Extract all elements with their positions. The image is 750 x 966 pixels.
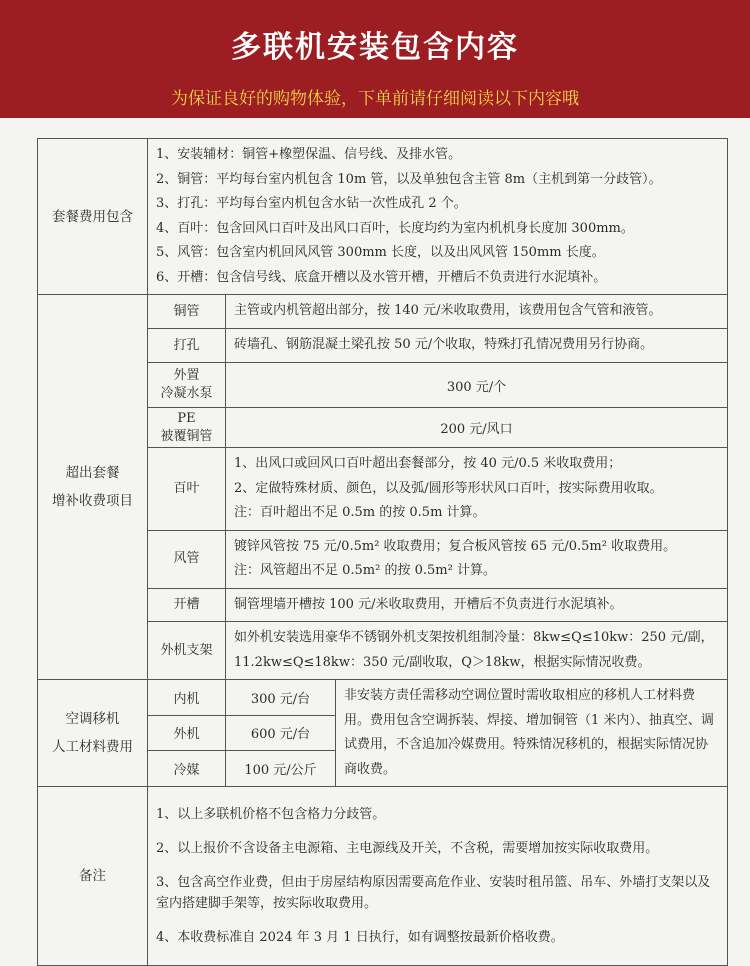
package-label: 套餐费用包含 <box>38 139 148 295</box>
page-title: 多联机安装包含内容 <box>231 30 519 65</box>
item-name: 外机 <box>148 715 226 751</box>
extra-label: 超出套餐 增补收费项目 <box>38 295 148 680</box>
list-item: 1、安装辅材：铜管+橡塑保温、信号线、及排水管。 <box>156 147 462 162</box>
page-subtitle: 为保证良好的购物体验，下单前请仔细阅读以下内容哦 <box>171 89 579 109</box>
item-name: 内机 <box>148 680 226 716</box>
item-name: PE 被覆铜管 <box>148 408 226 448</box>
item-name: 冷媒 <box>148 751 226 787</box>
list-item: 3、打孔：平均每台室内机包含水钻一次性成孔 2 个。 <box>156 196 467 211</box>
item-name: 风管 <box>148 530 226 588</box>
list-item: 2、铜管：平均每台室内机包含 10m 管，以及单独包含主管 8m（主机到第一分歧管）。 <box>156 171 662 187</box>
item-name: 外机支架 <box>148 622 226 680</box>
header-banner <box>0 0 750 118</box>
notes-items <box>148 787 728 966</box>
item-price: 100 元/公斤 <box>226 751 336 787</box>
item-desc: 200 元/风口 <box>226 408 728 448</box>
package-items <box>148 139 728 295</box>
item-name: 百叶 <box>148 448 226 531</box>
list-item: 5、风管：包含室内机回风风管 300mm 长度，以及出风风管 150mm 长度。 <box>156 245 605 260</box>
item-desc: 砖墙孔、钢筋混凝土梁孔按 50 元/个收取，特殊打孔情况费用另行协商。 <box>226 329 728 363</box>
item-name: 开槽 <box>148 588 226 622</box>
item-name: 铜管 <box>148 295 226 329</box>
item-desc: 镀锌风管按 75 元/0.5m² 收取费用；复合板风管按 65 元/0.5m² 收取费用。 注：风管超出不足 0.5m² 的按 0.5m² 计算。 <box>226 530 728 588</box>
item-desc: 铜管埋墙开槽按 100 元/米收取费用，开槽后不负责进行水泥填补。 <box>226 588 728 622</box>
list-item: 1、以上多联机价格不包含格力分歧管。 <box>156 807 386 822</box>
list-item: 3、包含高空作业费，但由于房屋结构原因需要高危作业、安装时租吊篮、吊车、外墙打支架以及室内搭建脚手架等，按实际收取费用。 <box>156 875 711 911</box>
relocation-label: 空调移机 人工材料费用 <box>38 680 148 787</box>
table-row <box>38 680 728 716</box>
item-desc: 300 元/个 <box>226 363 728 408</box>
package-row <box>38 139 728 295</box>
item-desc: 如外机安装选用豪华不锈钢外机支架按机组制冷量：8kw≤Q≤10kw：250 元/副，11.2kw≤Q≤18kw：350 元/副收取，Q＞18kw，根据实际情况收费。 <box>226 622 728 680</box>
fee-table <box>37 138 728 966</box>
item-desc: 主管或内机管超出部分，按 140 元/米收取费用，该费用包含气管和液管。 <box>226 295 728 329</box>
list-item: 4、百叶：包含回风口百叶及出风口百叶，长度均约为室内机机身长度加 300mm。 <box>156 220 634 236</box>
list-item: 6、开槽：包含信号线、底盒开槽以及水管开槽，开槽后不负责进行水泥填补。 <box>156 269 607 285</box>
list-item: 2、以上报价不含设备主电源箱、主电源线及开关，不含税，需要增加按实际收取费用。 <box>156 841 659 856</box>
item-price: 600 元/台 <box>226 715 336 751</box>
list-item: 4、本收费标准自 2024 年 3 月 1 日执行，如有调整按最新价格收费。 <box>156 930 564 945</box>
relocation-desc: 非安装方责任需移动空调位置时需收取相应的移机人工材料费用。费用包含空调拆装、焊接、增加铜管（1 米内）、抽真空、调试费用，不含追加冷媒费用。特殊情况移机的，根据实际情况协商收费。 <box>336 680 728 787</box>
notes-label: 备注 <box>38 787 148 966</box>
item-name: 外置 冷凝水泵 <box>148 363 226 408</box>
item-name: 打孔 <box>148 329 226 363</box>
notes-row <box>38 787 728 966</box>
item-price: 300 元/台 <box>226 680 336 716</box>
item-desc: 1、出风口或回风口百叶超出套餐部分，按 40 元/0.5 米收取费用； 2、定做特殊材质、颜色，以及弧/圆形等形状风口百叶，按实际费用收取。 注：百叶超出不足 0.5m 的按 0.5m 计算。 <box>226 448 728 531</box>
table-row <box>38 295 728 329</box>
